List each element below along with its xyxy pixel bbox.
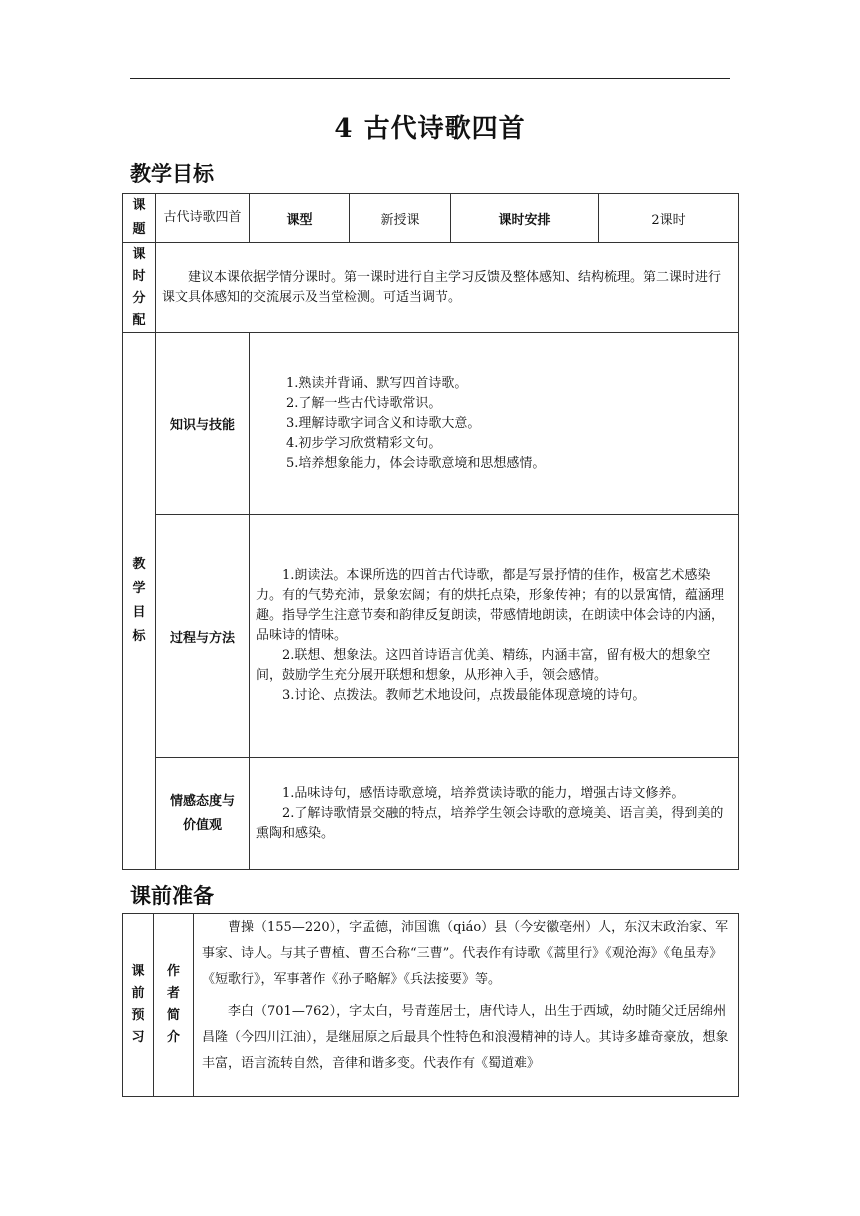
goals-table: [122, 193, 739, 870]
emotion-label-line2: 价值观: [182, 817, 222, 833]
page-title: 4 古代诗歌四首: [334, 114, 526, 144]
process-paragraph: 1.朗读法。本课所选的四首古代诗歌，都是写景抒情的佳作，极富艺术感染力。有的气势充沛，景象宏阔；有的烘托点染，形象传神；有的以景寓情，蕴涵理趣。指导学生注意节奏和韵律反复朗读，带感情地朗读，在朗读中体会诗的内涵，品味诗的情味。: [256, 568, 725, 643]
list-item: 5.培养想象能力，体会诗歌意境和思想感情。: [286, 455, 546, 471]
table-row: [123, 333, 739, 515]
emotion-paragraph: 2.了解诗歌情景交融的特点，培养学生领会诗歌的意境美、语言美，得到美的熏陶和感染。: [256, 805, 724, 841]
schedule-value: 2课时: [599, 194, 739, 243]
table-row: [123, 914, 739, 1097]
author-intro-cell: [194, 914, 739, 1097]
list-item: 2.了解一些古代诗歌常识。: [286, 395, 442, 411]
header-rule: [130, 78, 730, 79]
knowledge-label: 知识与技能: [156, 333, 250, 515]
author-paragraph-libai: 李白（701—762），字太白，号青莲居士，唐代诗人，出生于西域，幼时随父迁居绵州昌隆（今四川江油），是继屈原之后最具个性特色和浪漫精神的诗人。其诗多雄奇豪放，想象丰富，语言流转自然，音律和谐多变。代表作有《蜀道难》: [202, 1004, 729, 1071]
prep-table: [122, 913, 739, 1097]
list-item: 4.初步学习欣赏精彩文句。: [286, 435, 442, 451]
process-paragraph: 3.讨论、点拨法。教师艺术地设问，点拨最能体现意境的诗句。: [282, 688, 646, 703]
preview-label: 课 前 预 习: [123, 914, 154, 1097]
allocation-label: 课 时 分 配: [123, 243, 156, 333]
knowledge-cell: [250, 333, 739, 515]
table-row: [123, 515, 739, 758]
lesson-type-value: 新授课: [350, 194, 451, 243]
lesson-type-label: 课型: [250, 194, 350, 243]
goals-label: 教 学 目 标: [123, 333, 156, 870]
table-row: [123, 243, 739, 333]
emotion-cell: [250, 758, 739, 870]
author-intro-label: 作 者 简 介: [154, 914, 194, 1097]
allocation-text: 建议本课依据学情分课时。第一课时进行自主学习反馈及整体感知、结构梳理。第二课时进行课文具体感知的交流展示及当堂检测。可适当调节。: [162, 269, 722, 305]
process-cell: [250, 515, 739, 758]
process-label: 过程与方法: [156, 515, 250, 758]
schedule-label: 课时安排: [451, 194, 599, 243]
author-paragraph-caocao: 曹操（155—220），字孟德，沛国谯（qiáo）县（今安徽亳州）人，东汉末政治家、军事家、诗人。与其子曹植、曹丕合称“三曹”。代表作有诗歌《蒿里行》《观沧海》《龟虽寿》《短歌行》，军事著作《孙子略解》《兵法接要》等。: [202, 920, 729, 987]
lesson-title-label: 课 题: [123, 194, 156, 243]
emotion-paragraph: 1.品味诗句，感悟诗歌意境，培养赏读诗歌的能力，增强古诗文修养。: [282, 785, 685, 801]
process-paragraph: 2.联想、想象法。这四首诗语言优美、精练，内涵丰富，留有极大的想象空间，鼓励学生充分展开联想和想象，从形神入手，领会感情。: [256, 648, 711, 683]
lesson-title-value: 古代诗歌四首: [156, 194, 250, 243]
allocation-cell: [156, 243, 739, 333]
table-row: [123, 194, 739, 243]
section-heading-goals: 教学目标: [130, 162, 214, 186]
section-heading-prep: 课前准备: [130, 884, 214, 908]
list-item: 3.理解诗歌字词含义和诗歌大意。: [286, 415, 481, 431]
emotion-label: [156, 758, 250, 870]
emotion-label-line1: 情感态度与: [169, 793, 235, 809]
table-row: [123, 758, 739, 870]
list-item: 1.熟读并背诵、默写四首诗歌。: [286, 375, 468, 391]
